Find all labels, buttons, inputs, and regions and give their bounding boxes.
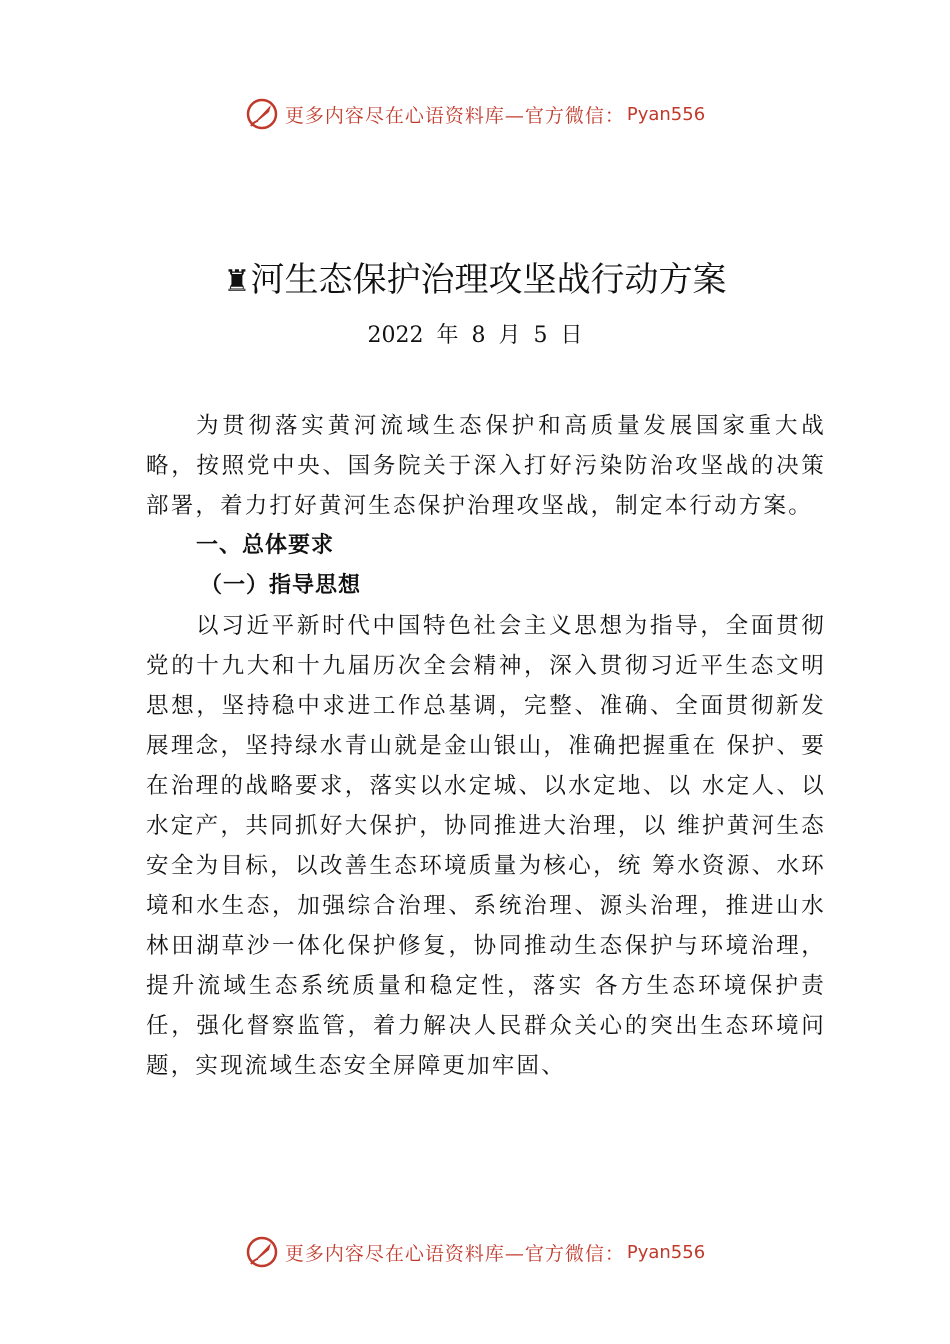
wechat-id: Pyan556	[626, 103, 706, 125]
quill-seal-icon	[245, 97, 279, 131]
banner-text: 更多内容尽在心语资料库—官方微信：	[284, 104, 625, 127]
quill-seal-icon	[245, 1235, 279, 1269]
wechat-id: Pyan556	[626, 1241, 706, 1263]
header-banner	[0, 94, 950, 134]
document-title	[0, 252, 950, 301]
banner-text: 更多内容尽在心语资料库—官方微信：	[284, 1242, 625, 1265]
subsection-heading: （一）指导思想	[200, 573, 362, 598]
document-date: 2022 年 8 月 5 日	[367, 323, 583, 348]
section-heading: 一、总体要求	[196, 533, 335, 558]
guiding-paragraph: 以习近平新时代中国特色社会主义思想为指导，全面贯彻党的十九大和十九届历次全会精神，深入贯彻习近平生态文明思想，坚持稳中求进工作总基调，完整、准确、全面贯彻新发展理念，坚持绿水青山就是金山银山，准确把握重在 保护、要在治理的战略要求，落实以水定城、以水定地、以 水定人、以水定产，共同抓好大保护，协同推进大治理，以 维护黄河生态安全为目标，以改善生态环境质量为核心，统 筹水资源、水环境和水生态，加强综合治理、系统治理、源头治理，推进山水林田湖草沙一体化保护修复，协同推动生态保护与环境治理，提升流域生态系统质量和稳定性，落实 各方生态环境保护责任，强化督察监管，着力解决人民群众关心的突出生态环境问题，实现流域生态安全屏障更加牢固、	[146, 613, 826, 1079]
title-text: 河生态保护治理攻坚战行动方案	[250, 260, 727, 300]
intro-paragraph: 为贯彻落实黄河流域生态保护和高质量发展国家重大战略，按照党中央、国务院关于深入打好污染防治攻坚战的决策部署，着力打好黄河生态保护治理攻坚战，制定本行动方案。	[146, 413, 826, 519]
footer-banner	[0, 1232, 950, 1272]
title-glyph: ♜	[223, 264, 251, 299]
document-body	[146, 406, 826, 1086]
